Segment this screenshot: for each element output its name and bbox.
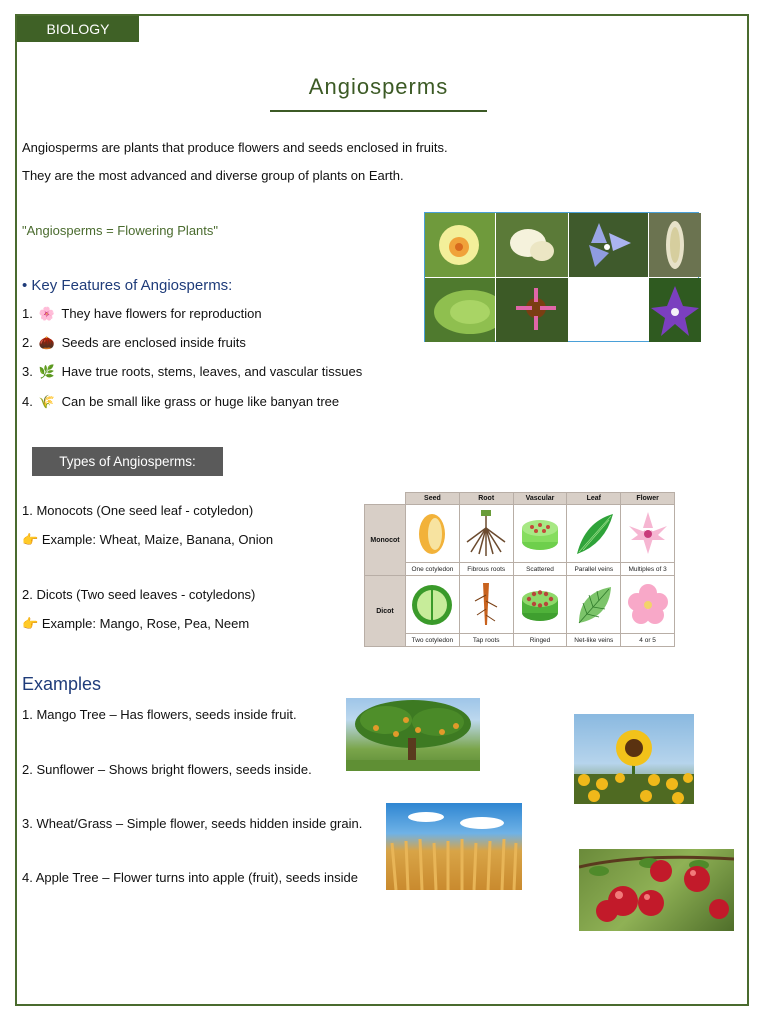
table-caption: Tap roots	[459, 634, 513, 647]
example-item-1: 1. Mango Tree – Has flowers, seeds inside fruit.	[22, 707, 297, 722]
net-leaf-illustration	[567, 576, 621, 634]
subject-tag: BIOLOGY	[17, 16, 139, 42]
feature-item-2	[22, 335, 246, 351]
table-header: Flower	[621, 493, 675, 505]
intro-line-1: Angiosperms are plants that produce flowers and seeds enclosed in fruits.	[22, 140, 448, 155]
table-header: Root	[459, 493, 513, 505]
herb-icon: 🌿	[38, 364, 56, 379]
table-caption: Ringed	[513, 634, 567, 647]
parallel-leaf-illustration	[567, 505, 621, 563]
feature-number: 4.	[22, 394, 33, 409]
types-heading-box: Types of Angiosperms:	[32, 447, 223, 476]
page-title: Angiosperms	[308, 74, 449, 99]
table-caption: 4 or 5	[621, 634, 675, 647]
monocot-flower-illustration	[621, 505, 675, 563]
title-underline	[270, 110, 487, 112]
flower-collage-image	[424, 212, 699, 342]
ringed-vascular-illustration	[513, 576, 567, 634]
dicot-seed-illustration	[406, 576, 460, 634]
table-caption: Two cotyledon	[406, 634, 460, 647]
feature-text: Seeds are enclosed inside fruits	[61, 335, 246, 350]
table-header: Leaf	[567, 493, 621, 505]
feature-text: They have flowers for reproduction	[61, 306, 262, 321]
table-caption: One cotyledon	[406, 563, 460, 576]
grain-icon: 🌾	[38, 394, 56, 409]
table-header: Seed	[406, 493, 460, 505]
monocot-seed-illustration	[406, 505, 460, 563]
row-label-dicot: Dicot	[365, 576, 406, 647]
intro-line-2: They are the most advanced and diverse group of plants on Earth.	[22, 168, 404, 183]
example-item-3: 3. Wheat/Grass – Simple flower, seeds hidden inside grain.	[22, 816, 363, 831]
feature-item-4	[22, 394, 339, 410]
flower-icon: 🌸	[38, 306, 56, 321]
apple-tree-photo	[579, 849, 734, 931]
sunflower-photo	[574, 714, 694, 804]
table-caption: Fibrous roots	[459, 563, 513, 576]
scattered-vascular-illustration	[513, 505, 567, 563]
feature-number: 3.	[22, 364, 33, 379]
monocot-example: 👉 Example: Wheat, Maize, Banana, Onion	[22, 532, 274, 547]
feature-number: 2.	[22, 335, 33, 350]
pointing-hand-icon: 👉	[22, 532, 39, 547]
fibrous-root-illustration	[459, 505, 513, 563]
table-caption: Multiples of 3	[621, 563, 675, 576]
table-caption: Parallel veins	[567, 563, 621, 576]
dicot-example: 👉 Example: Mango, Rose, Pea, Neem	[22, 616, 250, 631]
pointing-hand-icon: 👉	[22, 616, 39, 631]
example-item-2: 2. Sunflower – Shows bright flowers, seeds inside.	[22, 762, 312, 777]
row-label-monocot: Monocot	[365, 505, 406, 576]
monocot-title: 1. Monocots (One seed leaf - cotyledon)	[22, 503, 254, 518]
feature-item-3	[22, 364, 362, 380]
dicot-title: 2. Dicots (Two seed leaves - cotyledons)	[22, 587, 256, 602]
monocot-dicot-table	[364, 492, 675, 647]
table-corner	[365, 493, 406, 505]
seed-icon: 🌰	[38, 335, 56, 350]
feature-item-1	[22, 306, 262, 322]
examples-heading: Examples	[22, 674, 102, 694]
table-header: Vascular	[513, 493, 567, 505]
definition-quote: "Angiosperms = Flowering Plants"	[22, 223, 219, 238]
feature-number: 1.	[22, 306, 33, 321]
key-features-heading: • Key Features of Angiosperms:	[22, 277, 233, 294]
wheat-field-photo	[386, 803, 522, 890]
dicot-flower-illustration	[621, 576, 675, 634]
example-item-4: 4. Apple Tree – Flower turns into apple (fruit), seeds inside	[22, 870, 359, 885]
table-caption: Scattered	[513, 563, 567, 576]
tap-root-illustration	[459, 576, 513, 634]
mango-tree-photo	[346, 698, 480, 771]
table-caption: Net-like veins	[567, 634, 621, 647]
feature-text: Have true roots, stems, leaves, and vascular tissues	[61, 364, 363, 379]
feature-text: Can be small like grass or huge like banyan tree	[61, 394, 340, 409]
